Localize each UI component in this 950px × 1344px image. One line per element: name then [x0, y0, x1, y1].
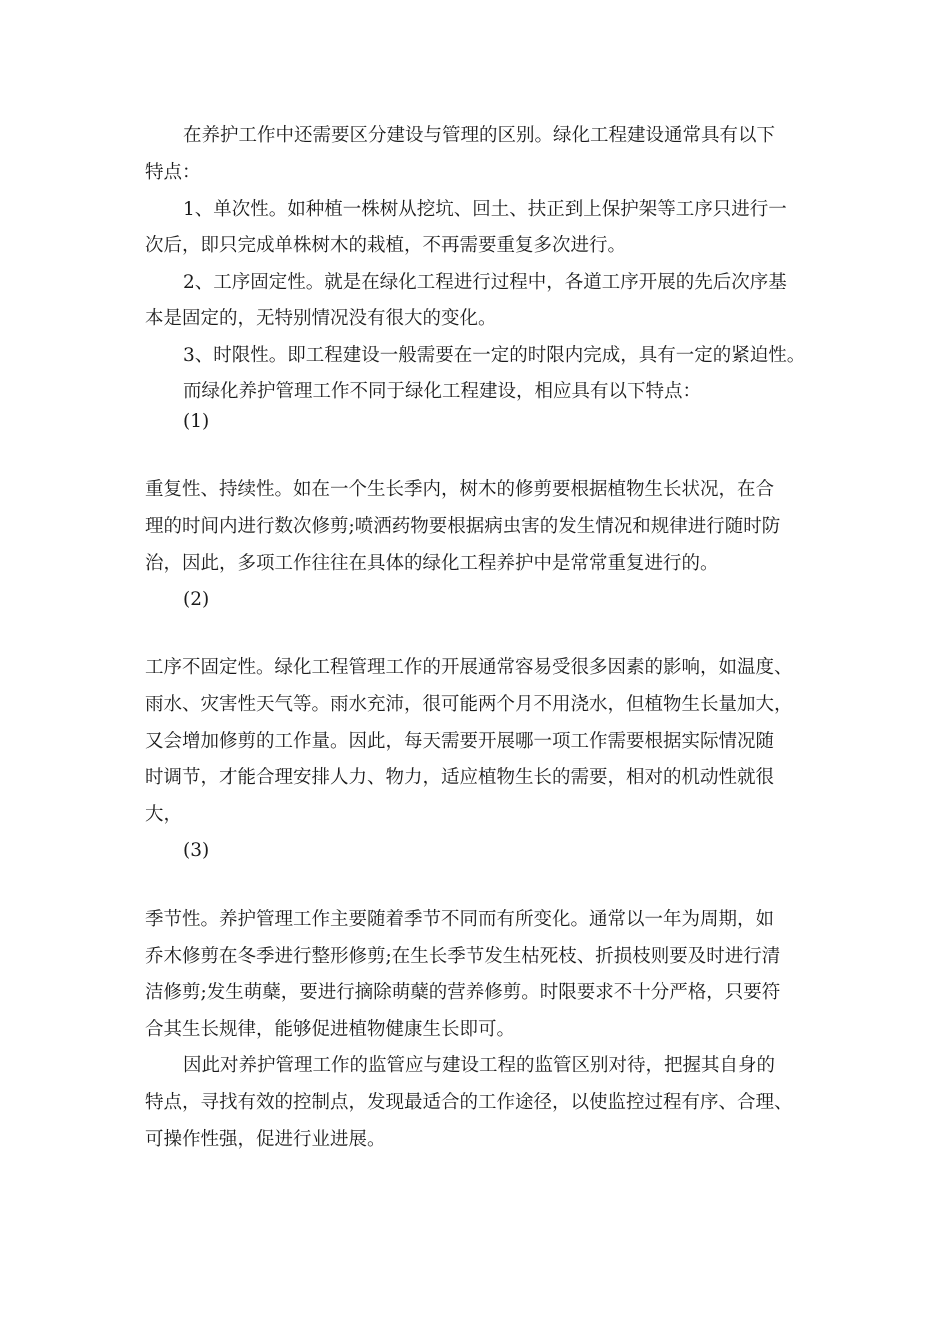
- list-marker: (1): [183, 411, 210, 432]
- text-line: 治，因此，多项工作往往在具体的绿化工程养护中是常常重复进行的。: [145, 553, 719, 574]
- text-line: 重复性、持续性。如在一个生长季内，树木的修剪要根据植物生长状况，在合: [145, 479, 775, 500]
- text-line: 次后，即只完成单株树木的栽植，不再需要重复多次进行。: [145, 235, 627, 256]
- text-line: 3、时限性。即工程建设一般需要在一定的时限内完成，具有一定的紧迫性。: [183, 345, 806, 366]
- text-line: 洁修剪;发生萌蘖，要进行摘除萌蘖的营养修剪。时限要求不十分严格，只要符: [145, 982, 781, 1003]
- text-line: 在养护工作中还需要区分建设与管理的区别。绿化工程建设通常具有以下: [183, 125, 776, 146]
- text-line: 工序不固定性。绿化工程管理工作的开展通常容易受很多因素的影响，如温度、: [145, 657, 793, 678]
- text-line: 1、单次性。如种植一株树从挖坑、回土、扶正到上保护架等工序只进行一: [183, 199, 787, 220]
- text-line: 可操作性强，促进行业进展。: [145, 1129, 386, 1150]
- text-line: 特点：: [145, 162, 201, 183]
- text-line: 乔木修剪在冬季进行整形修剪;在生长季节发生枯死枝、折损枝则要及时进行清: [145, 946, 781, 967]
- list-marker: (3): [183, 840, 210, 861]
- text-line: 合其生长规律，能够促进植物健康生长即可。: [145, 1019, 516, 1040]
- text-line: 雨水、灾害性天气等。雨水充沛，很可能两个月不用浇水，但植物生长量加大，: [145, 694, 793, 715]
- text-line: 而绿化养护管理工作不同于绿化工程建设，相应具有以下特点：: [183, 381, 702, 402]
- text-line: 2、工序固定性。就是在绿化工程进行过程中，各道工序开展的先后次序基: [183, 272, 787, 293]
- text-line: 大，: [145, 804, 183, 825]
- list-marker: (2): [183, 589, 210, 610]
- text-line: 特点，寻找有效的控制点，发现最适合的工作途径，以使监控过程有序、合理、: [145, 1092, 793, 1113]
- text-line: 季节性。养护管理工作主要随着季节不同而有所变化。通常以一年为周期，如: [145, 909, 775, 930]
- text-line: 时调节，才能合理安排人力、物力，适应植物生长的需要，相对的机动性就很: [145, 767, 775, 788]
- text-line: 本是固定的，无特别情况没有很大的变化。: [145, 308, 497, 329]
- text-line: 因此对养护管理工作的监管应与建设工程的监管区别对待，把握其自身的: [183, 1055, 776, 1076]
- text-line: 理的时间内进行数次修剪;喷洒药物要根据病虫害的发生情况和规律进行随时防: [145, 516, 781, 537]
- text-line: 又会增加修剪的工作量。因此，每天需要开展哪一项工作需要根据实际情况随: [145, 731, 775, 752]
